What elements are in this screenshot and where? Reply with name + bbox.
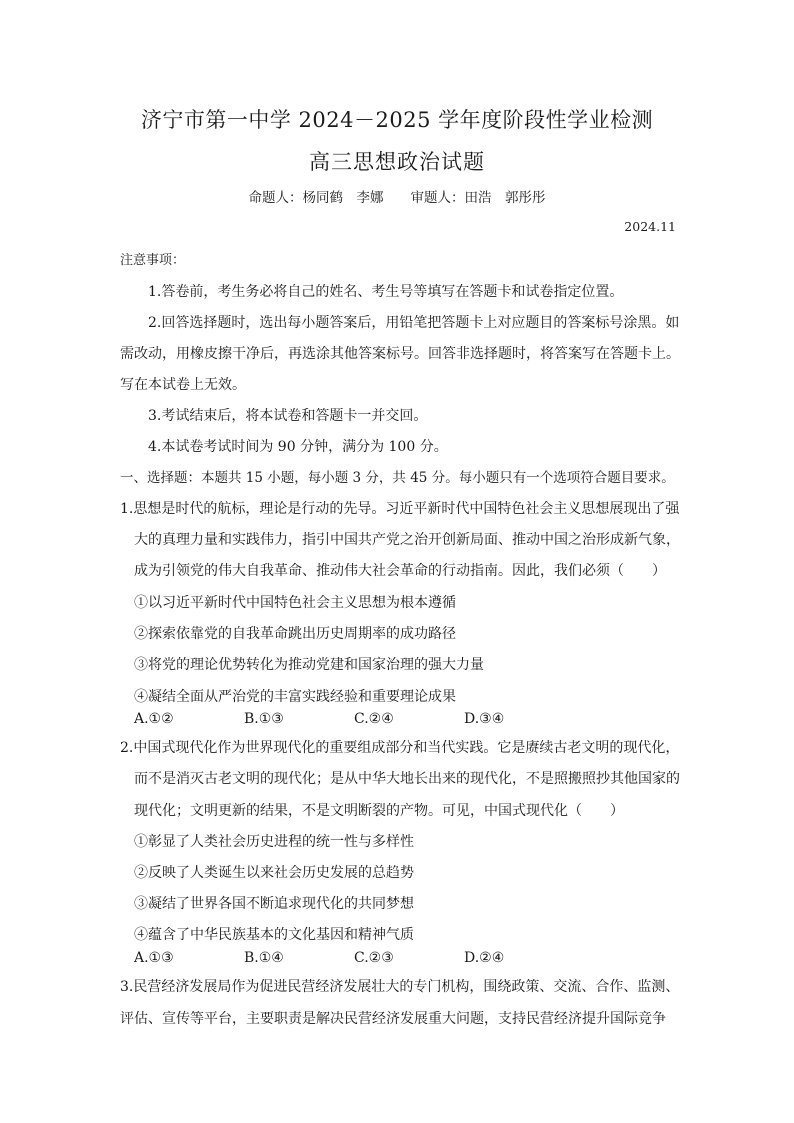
notice-item-2-line-3: 写在本试卷上无效。: [120, 377, 246, 393]
q2-statement-3: ③凝结了世界各国不断追求现代化的共同梦想: [134, 896, 414, 912]
setters-text: 命题人：杨同鹤 李娜 审题人：田浩 郭彤彤: [248, 190, 546, 206]
notice-item-4: 4.本试卷考试时间为 90 分钟，满分为 100 分。: [148, 439, 448, 455]
notice-heading: 注意事项：: [120, 253, 186, 268]
notice-item-1: 1.答卷前，考生务必将自己的姓名、考生号等填写在答题卡和试卷指定位置。: [148, 284, 624, 300]
q1-option-d: D.③④: [464, 711, 505, 727]
notice-item-2-line-2: 需改动，用橡皮擦干净后，再选涂其他答案标号。回答非选择题时，将答案写在答题卡上。: [120, 346, 680, 362]
section-heading: 一、选择题：本题共 15 小题，每小题 3 分，共 45 分。每小题只有一个选项符合题目要求。: [120, 470, 675, 486]
q2-option-c: C.②③: [354, 950, 394, 966]
q2-options: [134, 950, 504, 966]
q1-stem-line-1: 1.思想是时代的航标，理论是行动的先导。习近平新时代中国特色社会主义思想展现出了强: [120, 501, 680, 517]
q1-option-c: C.②④: [354, 711, 394, 727]
q1-statement-2: ②探索依靠党的自我革命跳出历史周期率的成功路径: [134, 626, 456, 642]
q2-option-b: B.①④: [244, 950, 284, 966]
exam-title: 济宁市第一中学 2024－2025 学年度阶段性学业检测: [140, 108, 654, 132]
q1-stem-line-2: 大的真理力量和实践伟力，指引中国共产党之治开创新局面、推动中国之治形成新气象，: [134, 532, 680, 548]
q2-statement-2: ②反映了人类诞生以来社会历史发展的总趋势: [134, 865, 414, 881]
q1-statement-1: ①以习近平新时代中国特色社会主义思想为根本遵循: [134, 595, 456, 611]
q2-statement-4: ④蕴含了中华民族基本的文化基因和精神气质: [134, 927, 414, 943]
q2-option-a: A.①③: [134, 950, 174, 966]
q3-stem-line-1: 3.民营经济发展局作为促进民营经济发展壮大的专门机构，围绕政策、交流、合作、监测、: [120, 979, 680, 995]
q1-statement-4: ④凝结全面从严治党的丰富实践经验和重要理论成果: [134, 689, 456, 705]
exam-date: 2024.11: [624, 219, 676, 234]
q2-option-d: D.②④: [464, 950, 505, 966]
q1-option-a: A.①②: [134, 711, 174, 727]
q2-stem-line-3: 现代化；文明更新的结果，不是文明断裂的产物。可见，中国式现代化（ ）: [134, 803, 624, 819]
q3-stem-line-2: 评估、宣传等平台，主要职责是解决民营经济发展重大问题，支持民营经济提升国际竞争: [120, 1011, 666, 1027]
q2-stem-line-1: 2.中国式现代化作为世界现代化的重要组成部分和当代实践。它是赓续古老文明的现代化，: [120, 740, 680, 756]
notice-item-3: 3.考试结束后，将本试卷和答题卡一并交回。: [148, 408, 428, 424]
q1-option-b: B.①③: [244, 711, 284, 727]
exam-setters: [0, 186, 794, 206]
q1-options: [134, 711, 504, 727]
notice-item-2-line-1: 2.回答选择题时，选出每小题答案后，用铅笔把答题卡上对应题目的答案标号涂黑。如: [148, 315, 680, 331]
q1-stem-line-3: 成为引领党的伟大自我革命、推动伟大社会革命的行动指南。因此，我们必须（ ）: [134, 563, 666, 579]
q2-stem-line-2: 而不是消灭古老文明的现代化；是从中华大地长出来的现代化，不是照搬照抄其他国家的: [134, 771, 680, 787]
q1-statement-3: ③将党的理论优势转化为推动党建和国家治理的强大力量: [134, 657, 484, 673]
exam-subtitle: 高三思想政治试题: [309, 150, 485, 174]
q2-statement-1: ①彰显了人类社会历史进程的统一性与多样性: [134, 834, 414, 850]
